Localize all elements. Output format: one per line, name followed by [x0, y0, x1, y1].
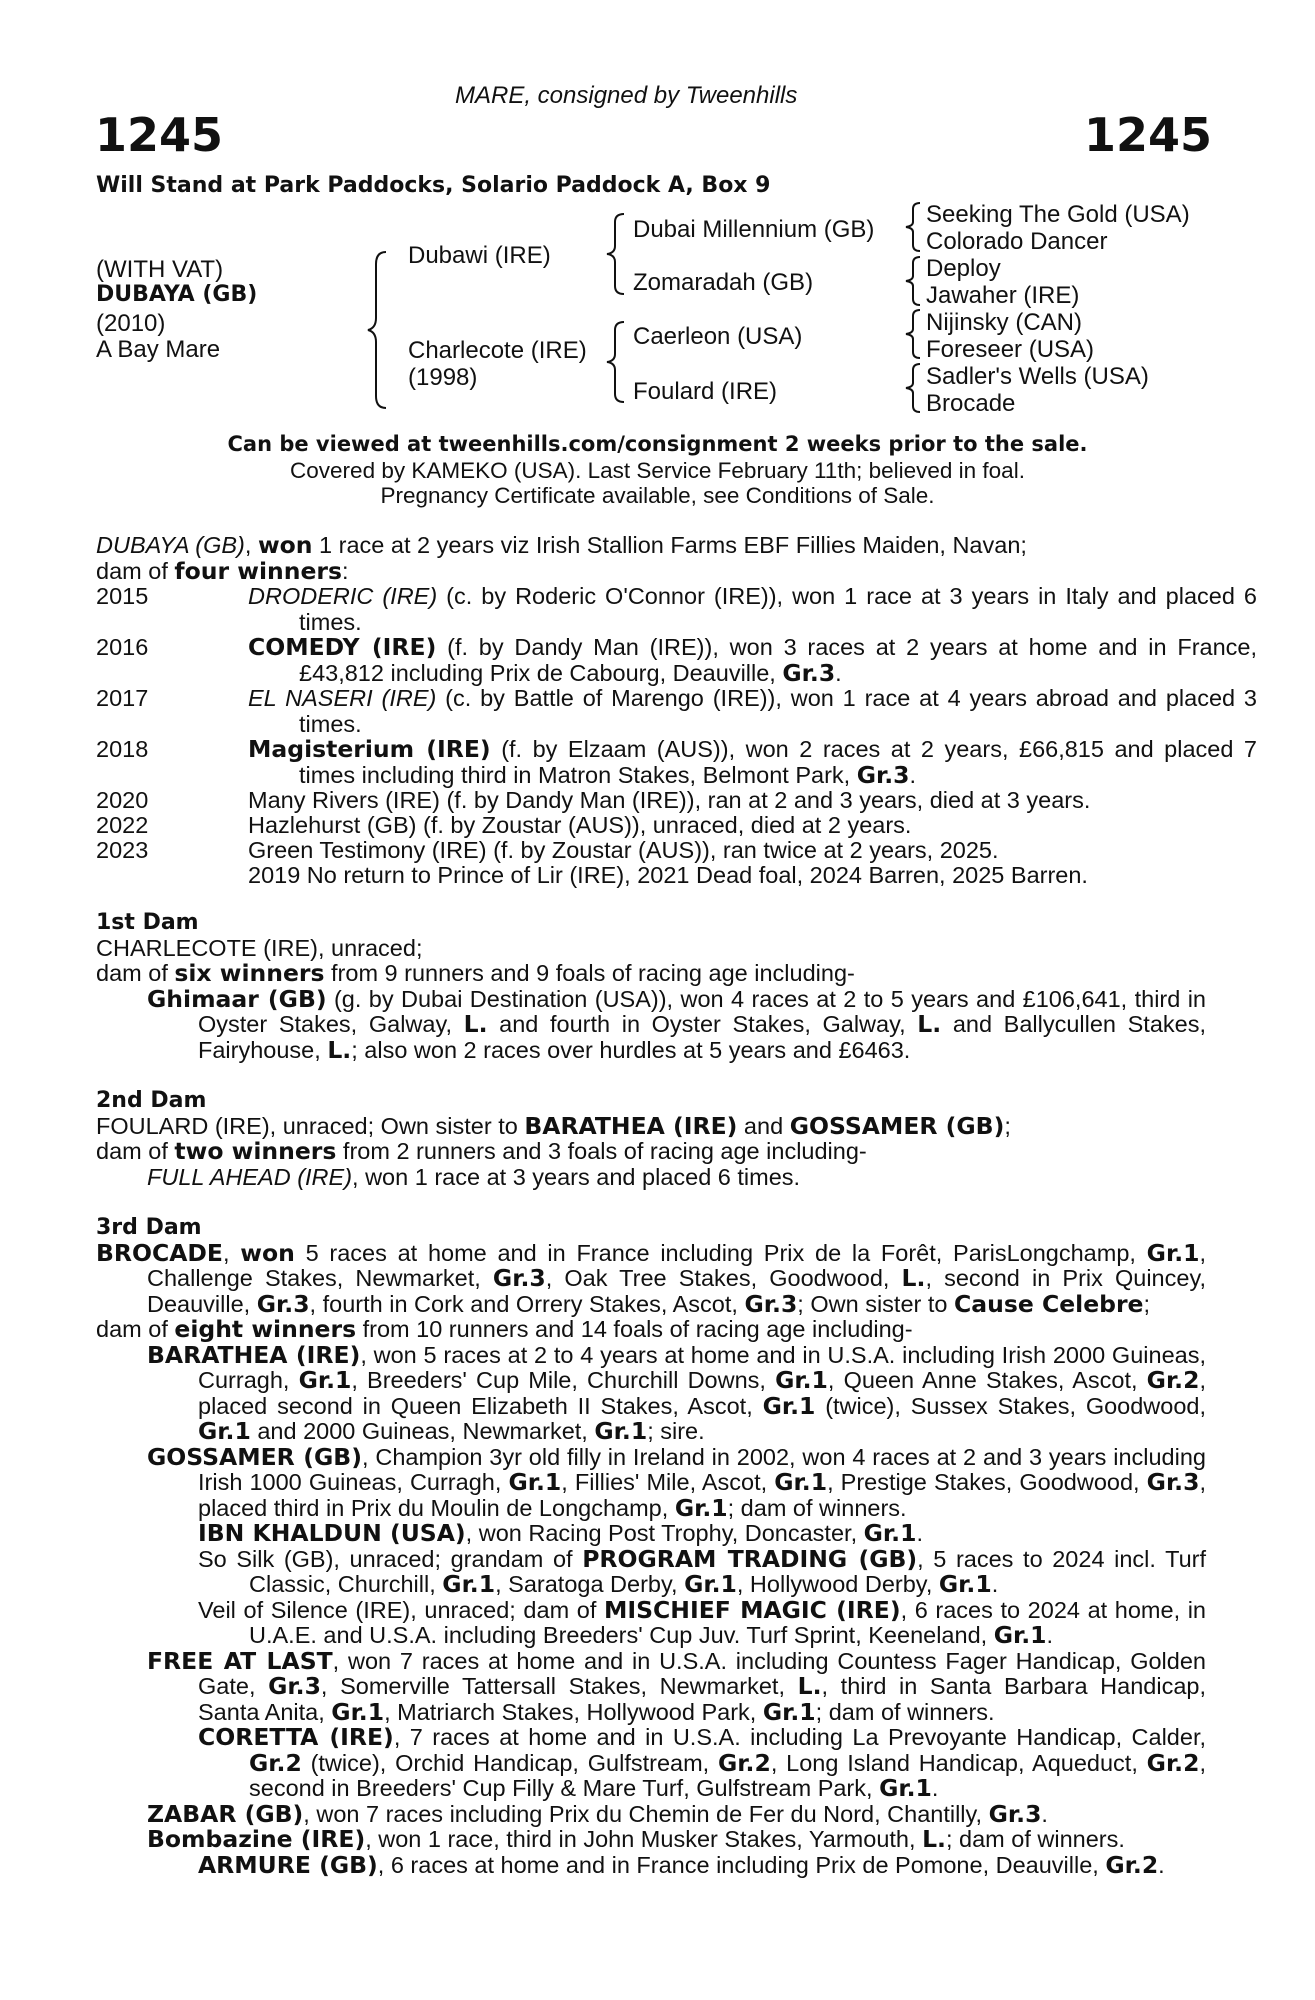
free-at-last-entry: FREE AT LAST, won 7 races at home and in U.S.A. including Countess Fager Handicap, Golden Gate, Gr.3, Somerville Tattersall Stakes, Newmarket, L., third in Santa Barbara Handicap, Santa Anita, Gr.1, Matriarch Stakes, Hollywood Park, Gr.1; dam of winners.: [147, 1646, 1206, 1726]
sd-dam: Jawaher (IRE): [926, 282, 1080, 309]
veil-entry: Veil of Silence (IRE), unraced; dam of MISCHIEF MAGIC (IRE), 6 races to 2024 at home, in U.A.E. and U.S.A. including Breeders' Cup Juv. Turf Sprint, Keeneland, Gr.1.: [198, 1595, 1206, 1649]
dd-sire: Sadler's Wells (USA): [926, 363, 1149, 390]
third-dam-heading: 3rd Dam: [96, 1215, 202, 1240]
covered-note: Covered by KAMEKO (USA). Last Service February 11th; believed in foal.: [290, 458, 1025, 483]
brace-sd: [904, 255, 922, 307]
pregnancy-note: Pregnancy Certificate available, see Conditions of Sale.: [380, 483, 935, 508]
page-subtitle: MARE, consigned by Tweenhills: [455, 82, 798, 109]
horse-name: DUBAYA (GB): [96, 282, 258, 307]
barathea-entry: BARATHEA (IRE), won 5 races at 2 to 4 years at home and in U.S.A. including Irish 2000 Guineas, Curragh, Gr.1, Breeders' Cup Mile, Churchill Downs, Gr.1, Queen Anne Stakes, Ascot, Gr.2, placed second in Queen Elizabeth II Stakes, Ascot, Gr.1 (twice), Sussex Stakes, Goodwood, Gr.1 and 2000 Guineas, Newmarket, Gr.1; sire.: [147, 1340, 1207, 1445]
sire: Dubawi (IRE): [408, 242, 551, 269]
dam: Charlecote (IRE): [408, 337, 587, 364]
dam-dam: Foulard (IRE): [633, 378, 778, 405]
sire-dam: Zomaradah (GB): [633, 269, 814, 296]
lot-number-right: 1245: [1084, 108, 1213, 162]
lot-number-left: 1245: [95, 108, 224, 162]
so-silk-entry: So Silk (GB), unraced; grandam of PROGRAM TRADING (GB), 5 races to 2024 incl. Turf Classic, Churchill, Gr.1, Saratoga Derby, Gr.1, Hollywood Derby, Gr.1.: [198, 1544, 1206, 1598]
brace-sire: [604, 212, 626, 296]
horse-year: (2010): [96, 310, 166, 337]
zabar-entry: ZABAR (GB), won 7 races including Prix du Chemin de Fer du Nord, Chantilly, Gr.3.: [147, 1799, 1048, 1828]
ds-dam: Foreseer (USA): [926, 336, 1095, 363]
third-dam-section: 3rd Dam BROCADE, won 5 races at home and in France including Prix de la Forêt, ParisLongchamp, Gr.1, Challenge Stakes, Newmarket, Gr.3, Oak Tree Stakes, Goodwood, L., second in Prix Quincey, Deauville, Gr.3, fourth in Cork and Orrery Stakes, Ascot, Gr.3; Own sister to Cause Celebre; dam of eight winners from 10 runners and 14 foals of racing age including- BARATHEA (IRE), won 5 races at 2 to 4 years at home and in U.S.A. including Irish 2000 Guineas, Curragh, Gr.1, Breeders' Cup Mile, Churchill Downs, Gr.1, Queen Anne Stakes, Ascot, Gr.2, placed second in Queen Elizabeth II Stakes, Ascot, Gr.1 (twice), Sussex Stakes, Goodwood, Gr.1 and 2000 Guineas, Newmarket, Gr.1; sire. GOSSAMER (GB), Champion 3yr old filly in Ireland in 2002, won 4 races at 2 and 3 years including Irish 1000 Guineas, Curragh, Gr.1, Fillies' Mile, Ascot, Gr.1, Prestige Stakes, Goodwood, Gr.3, placed third in Prix du Moulin de Longchamp, Gr.1; dam of winners. IBN KHALDUN (USA), won Racing Post Trophy, Doncaster, Gr.1. So Silk (GB), unraced; grandam of PROGRAM TRADING (GB), 5 races to 2024 incl. Turf Classic, Churchill, Gr.1, Saratoga Derby, Gr.1, Hollywood Derby, Gr.1. Veil of Silence (IRE), unraced; dam of MISCHIEF MAGIC (IRE), 6 races to 2024 at home, in U.A.E. and U.S.A. including Breeders' Cup Juv. Turf Sprint, Keeneland, Gr.1. FREE AT LAST, won 7 races at home and in U.S.A. including Countess Fager Handicap, Golden Gate, Gr.3, Somerville Tattersall Stakes, Newmarket, L., third in Santa Barbara Handicap, Santa Anita, Gr.1, Matriarch Stakes, Hollywood Park, Gr.1; dam of winners. CORETTA (IRE), 7 races at home and in U.S.A. including La Prevoyante Handicap, Calder, Gr.2 (twice), Orchid Handicap, Gulfstream, Gr.2, Long Island Handicap, Aqueduct, Gr.2, second in Breeders' Cup Filly & Mare Turf, Gulfstream Park, Gr.1. ZABAR (GB), won 7 races including Prix du Chemin de Fer du Nord, Chantilly, Gr.3. Bombazine (IRE), won 1 race, third in John Musker Stakes, Yarmouth, L.; dam of winners. ARMURE (GB), 6 races at home and in France including Prix de Pomone, Deauville, Gr.2.: [96, 1215, 1207, 1879]
second-dam-heading: 2nd Dam: [96, 1088, 207, 1113]
brace-dd: [904, 362, 922, 414]
location-line: Will Stand at Park Paddocks, Solario Paddock A, Box 9: [96, 173, 771, 198]
sire-sire: Dubai Millennium (GB): [633, 216, 875, 243]
ghimaar-entry: Ghimaar (GB) (g. by Dubai Destination (USA)), won 4 races at 2 to 5 years and £106,641, third in Oyster Stakes, Galway, L. and fourth in Oyster Stakes, Galway, L. and Ballycullen Stakes, Fairyhouse, L.; also won 2 races over hurdles at 5 years and £6463.: [147, 984, 1207, 1064]
brace-ds: [904, 308, 922, 360]
horse-desc: A Bay Mare: [96, 336, 221, 363]
sd-sire: Deploy: [926, 255, 1001, 282]
brace-dam: [604, 320, 626, 404]
vat-note: (WITH VAT): [96, 256, 224, 283]
gossamer-entry: GOSSAMER (GB), Champion 3yr old filly in Ireland in 2002, won 4 races at 2 and 3 years including Irish 1000 Guineas, Curragh, Gr.1, Fillies' Mile, Ascot, Gr.1, Prestige Stakes, Goodwood, Gr.3, placed third in Prix du Moulin de Longchamp, Gr.1; dam of winners.: [147, 1442, 1206, 1522]
ss-sire: Seeking The Gold (USA): [926, 201, 1190, 228]
brocade-entry: BROCADE, won 5 races at home and in France including Prix de la Forêt, ParisLongchamp, Gr.1, Challenge Stakes, Newmarket, Gr.3, Oak Tree Stakes, Goodwood, L., second in Prix Quincey, Deauville, Gr.3, fourth in Cork and Orrery Stakes, Ascot, Gr.3; Own sister to Cause Celebre;: [96, 1238, 1207, 1318]
viewing-note: Can be viewed at tweenhills.com/consignment 2 weeks prior to the sale.: [227, 432, 1088, 456]
brace-main: [366, 250, 388, 410]
produce-mare-name: DUBAYA (GB): [96, 532, 245, 558]
dam-sire: Caerleon (USA): [633, 323, 803, 350]
first-dam-section: 1st Dam CHARLECOTE (IRE), unraced; dam of six winners from 9 runners and 9 foals of racing age including- Ghimaar (GB) (g. by Dubai Destination (USA)), won 4 races at 2 to 5 years and £106,641, third in Oyster Stakes, Galway, L. and fourth in Oyster Stakes, Galway, L. and Ballycullen Stakes, Fairyhouse, L.; also won 2 races over hurdles at 5 years and £6463.: [96, 910, 1207, 1064]
produce-intro: DUBAYA (GB), won 1 race at 2 years viz Irish Stallion Farms EBF Fillies Maiden, Navan; dam of four winners:: [96, 531, 1027, 585]
armure-entry: ARMURE (GB), 6 races at home and in France including Prix de Pomone, Deauville, Gr.2.: [198, 1850, 1165, 1879]
bombazine-entry: Bombazine (IRE), won 1 race, third in John Musker Stakes, Yarmouth, L.; dam of winners.: [147, 1825, 1125, 1853]
second-dam-section: 2nd Dam FOULARD (IRE), unraced; Own sister to BARATHEA (IRE) and GOSSAMER (GB); dam of two winners from 2 runners and 3 foals of racing age including- FULL AHEAD (IRE), won 1 race at 3 years and placed 6 times.: [96, 1088, 1206, 1190]
brace-ss: [904, 201, 922, 253]
first-dam-heading: 1st Dam: [96, 910, 199, 935]
dam-year: (1998): [408, 364, 478, 391]
dd-dam: Brocade: [926, 390, 1016, 417]
ds-sire: Nijinsky (CAN): [926, 309, 1082, 336]
ss-dam: Colorado Dancer: [926, 228, 1108, 255]
coretta-entry: CORETTA (IRE), 7 races at home and in U.S.A. including La Prevoyante Handicap, Calder, Gr.2 (twice), Orchid Handicap, Gulfstream, Gr.2, Long Island Handicap, Aqueduct, Gr.2, second in Breeders' Cup Filly & Mare Turf, Gulfstream Park, Gr.1.: [198, 1723, 1207, 1802]
ibn-khaldun-entry: IBN KHALDUN (USA), won Racing Post Trophy, Doncaster, Gr.1.: [198, 1519, 923, 1547]
